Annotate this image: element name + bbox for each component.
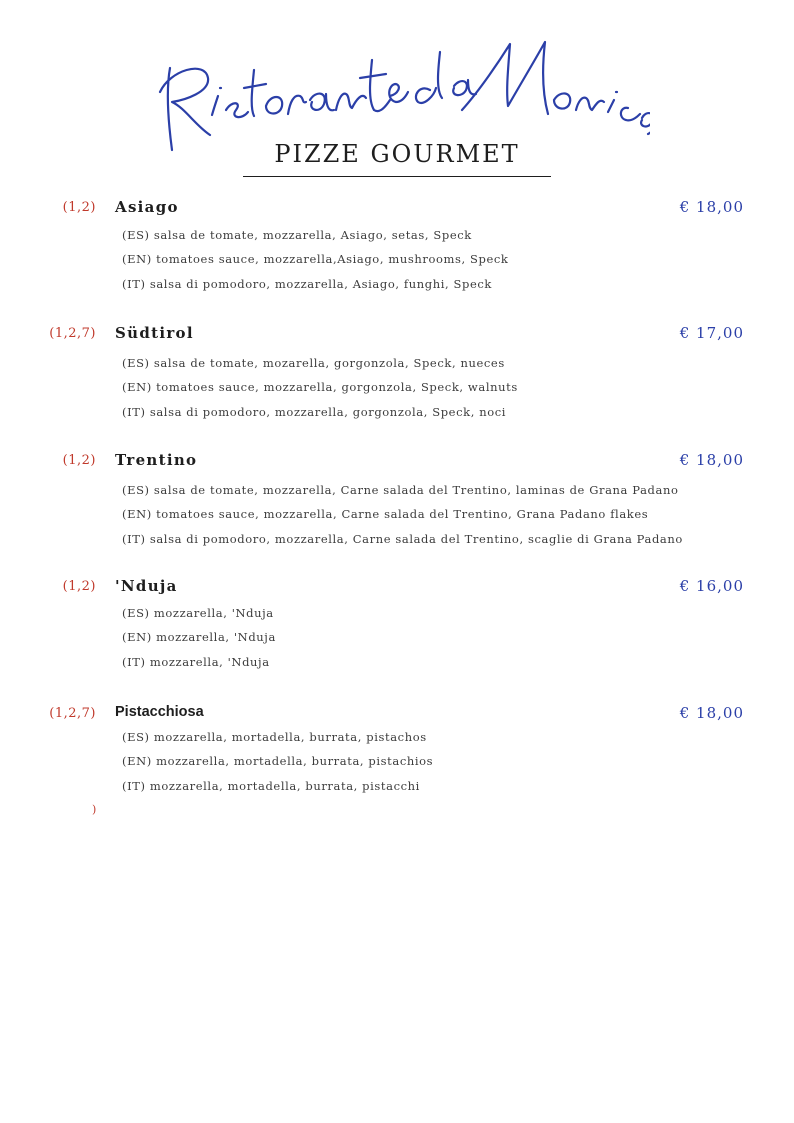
description-it: (IT) salsa di pomodoro, mozzarella, Carne salada del Trentino, scaglie di Grana Padano [122,532,683,546]
description-es: (ES) mozzarella, mortadella, burrata, pistachos [122,730,427,744]
allergen-codes: (1,2) [62,453,96,468]
description-it: (IT) mozzarella, mortadella, burrata, pistacchi [122,779,420,793]
dish-price: € 16,00 [679,577,744,595]
description-it: (IT) salsa di pomodoro, mozzarella, gorgonzola, Speck, noci [122,405,507,419]
description-en: (EN) mozzarella, 'Nduja [122,630,276,644]
dish-name: 'Nduja [115,577,178,595]
description-en: (EN) tomatoes sauce, mozzarella, Carne salada del Trentino, Grana Padano flakes [122,507,649,521]
dish-name: Trentino [115,451,198,469]
title-divider [243,176,551,177]
stray-parenthesis: ) [92,803,97,816]
restaurant-logo [150,30,650,155]
dish-price: € 18,00 [679,198,744,216]
description-it: (IT) salsa di pomodoro, mozzarella, Asiago, funghi, Speck [122,277,492,291]
dish-name: Pistacchiosa [115,704,204,720]
description-es: (ES) salsa de tomate, mozzarella, Asiago, setas, Speck [122,228,472,242]
dish-name: Südtirol [115,324,194,342]
dish-name: Asiago [115,198,179,216]
description-en: (EN) mozzarella, mortadella, burrata, pistachios [122,754,434,768]
allergen-codes: (1,2) [62,200,96,215]
description-en: (EN) tomatoes sauce, mozzarella, gorgonzola, Speck, walnuts [122,380,518,394]
dish-price: € 18,00 [679,451,744,469]
allergen-codes: (1,2,7) [49,326,96,341]
description-en: (EN) tomatoes sauce, mozzarella,Asiago, mushrooms, Speck [122,252,509,266]
dish-price: € 18,00 [679,704,744,722]
allergen-codes: (1,2,7) [49,706,96,721]
description-es: (ES) salsa de tomate, mozzarella, Carne salada del Trentino, laminas de Grana Padano [122,483,679,497]
dish-price: € 17,00 [679,324,744,342]
description-es: (ES) mozzarella, 'Nduja [122,606,274,620]
allergen-codes: (1,2) [62,579,96,594]
section-title: PIZZE GOURMET [274,140,520,168]
description-es: (ES) salsa de tomate, mozarella, gorgonzola, Speck, nueces [122,356,505,370]
description-it: (IT) mozzarella, 'Nduja [122,655,270,669]
